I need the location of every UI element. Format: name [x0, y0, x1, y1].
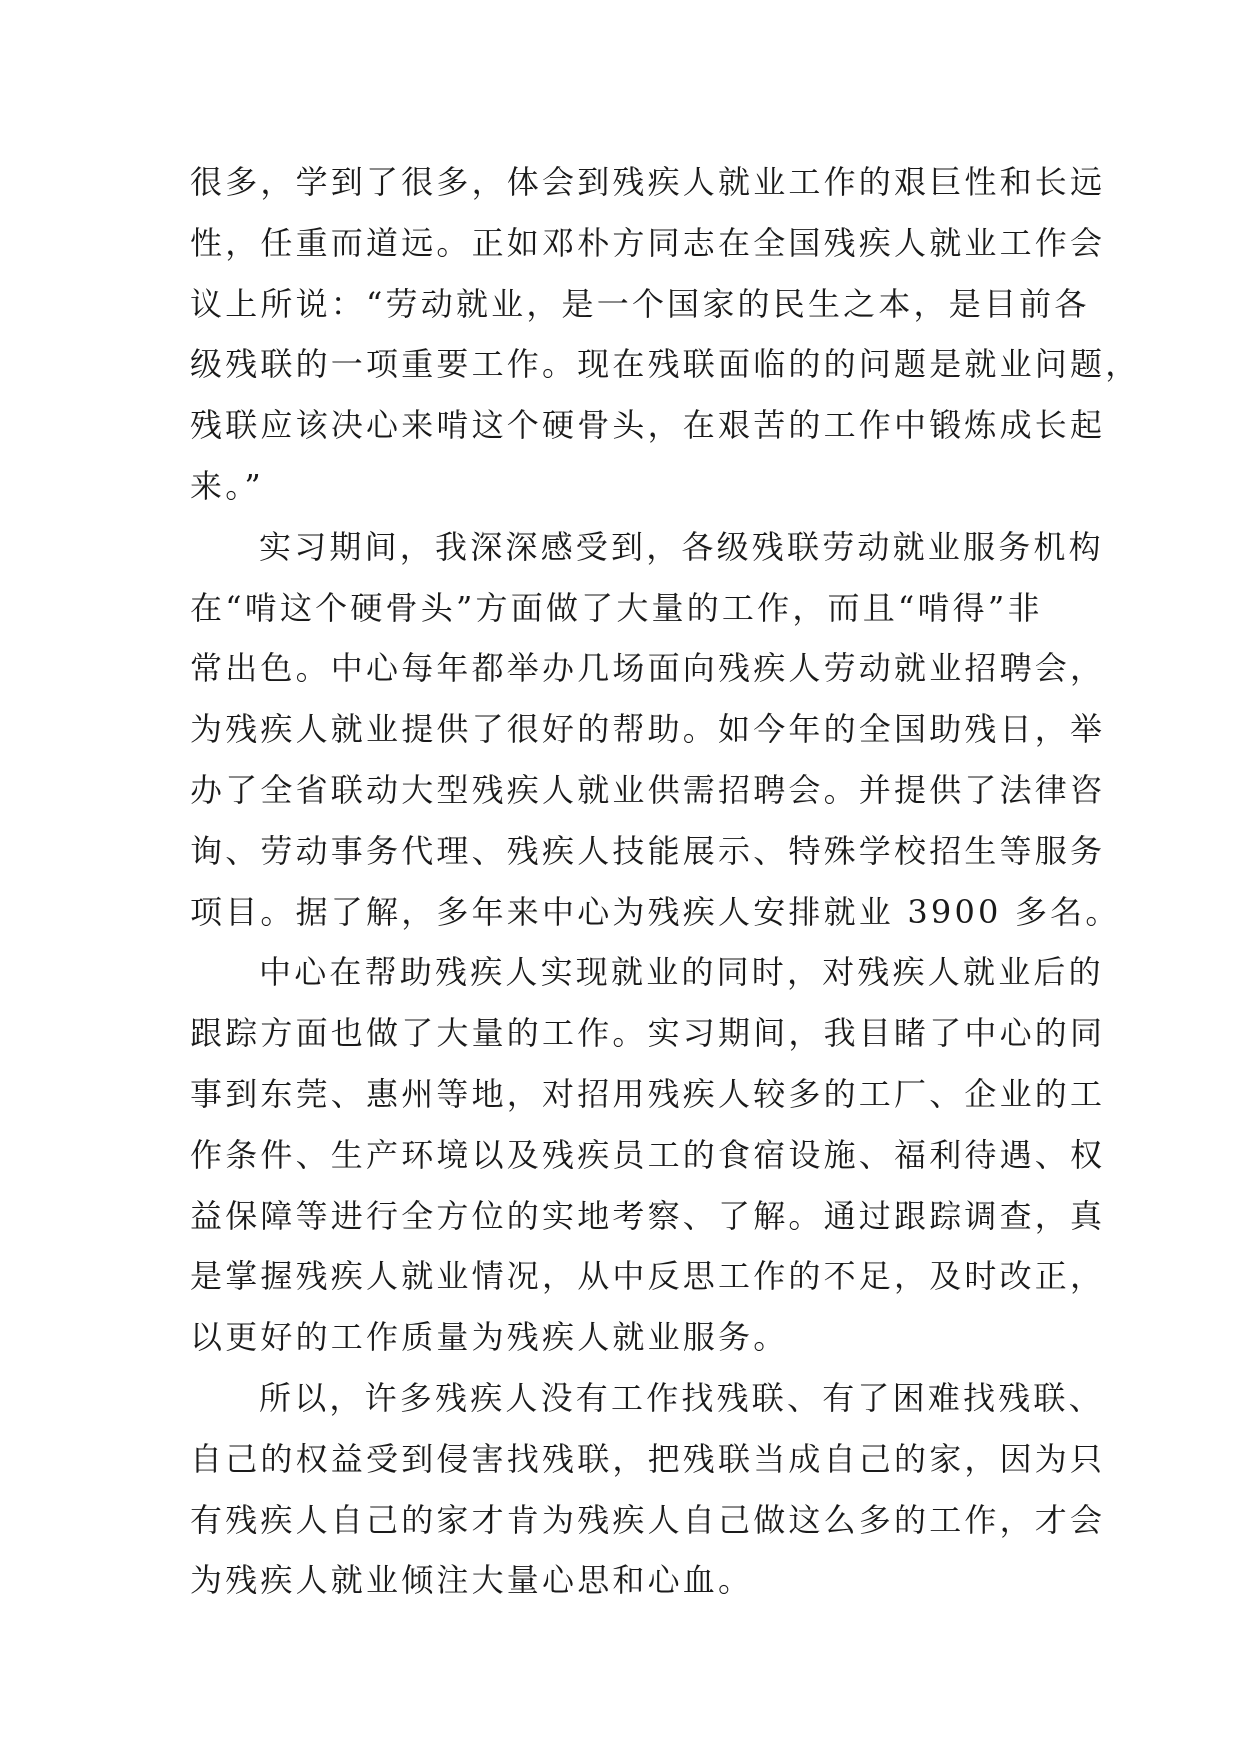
text-line: 所以，许多残疾人没有工作找残联、有了困难找残联、 — [259, 1378, 1104, 1417]
text-line: 很多，学到了很多，体会到残疾人就业工作的艰巨性和长远 — [190, 163, 1106, 201]
text-line: 级残联的一项重要工作。现在残联面临的的问题是就业问题， — [190, 345, 1141, 384]
text-line: 在“啃这个硬骨头”方面做了大量的工作，而且“啃得”非 — [190, 588, 1043, 627]
text-line: 跟踪方面也做了大量的工作。实习期间，我目睹了中心的同 — [190, 1014, 1106, 1053]
document-body — [190, 152, 1141, 1611]
text-line: 询、劳动事务代理、残疾人技能展示、特殊学校招生等服务 — [190, 831, 1106, 870]
text-line: 来。” — [190, 466, 264, 505]
text-line: 实习期间，我深深感受到，各级残联劳动就业服务机构 — [259, 527, 1104, 566]
text-line: 为残疾人就业倾注大量心思和心血。 — [190, 1561, 754, 1600]
text-line: 项目。据了解，多年来中心为残疾人安排就业 3900 多名。 — [190, 892, 1121, 931]
text-line: 是掌握残疾人就业情况，从中反思工作的不足，及时改正， — [190, 1257, 1106, 1296]
text-line: 中心在帮助残疾人实现就业的同时，对残疾人就业后的 — [259, 953, 1104, 992]
paragraph — [190, 152, 1141, 517]
text-line: 自己的权益受到侵害找残联，把残联当成自己的家，因为只 — [190, 1439, 1106, 1478]
text-line: 以更好的工作质量为残疾人就业服务。 — [190, 1318, 789, 1357]
text-line: 办了全省联动大型残疾人就业供需招聘会。并提供了法律咨 — [190, 770, 1106, 809]
text-line: 残联应该决心来啃这个硬骨头，在艰苦的工作中锻炼成长起 — [190, 406, 1106, 445]
paragraph — [190, 942, 1106, 1368]
text-line: 性，任重而道远。正如邓朴方同志在全国残疾人就业工作会 — [190, 223, 1106, 262]
paragraph — [190, 1368, 1106, 1611]
text-line: 有残疾人自己的家才肯为残疾人自己做这么多的工作，才会 — [190, 1500, 1106, 1539]
text-line: 议上所说：“劳动就业，是一个国家的民生之本，是目前各 — [190, 284, 1090, 323]
text-line: 事到东莞、惠州等地，对招用残疾人较多的工厂、企业的工 — [190, 1074, 1106, 1113]
text-line: 益保障等进行全方位的实地考察、了解。通过跟踪调查，真 — [190, 1196, 1106, 1235]
text-line: 常出色。中心每年都举办几场面向残疾人劳动就业招聘会， — [190, 649, 1106, 688]
text-line: 为残疾人就业提供了很好的帮助。如今年的全国助残日，举 — [190, 710, 1106, 749]
paragraph — [190, 517, 1121, 943]
text-line: 作条件、生产环境以及残疾员工的食宿设施、福利待遇、权 — [190, 1135, 1106, 1174]
